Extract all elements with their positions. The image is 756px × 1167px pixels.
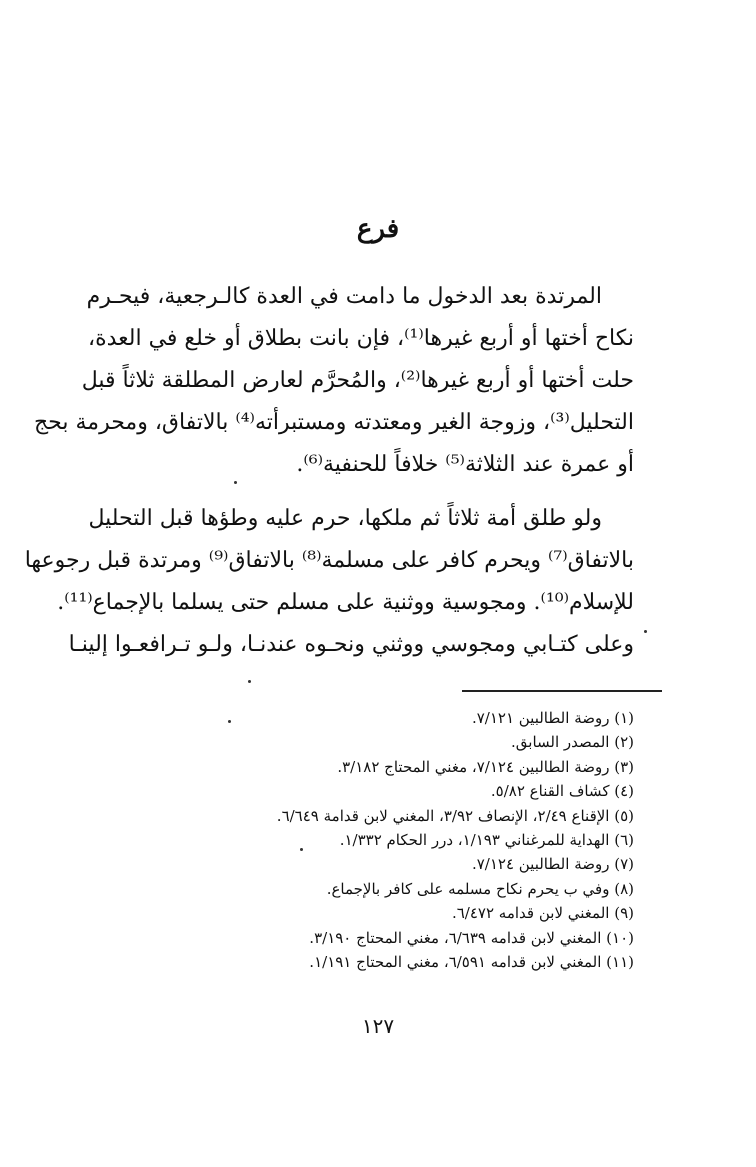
footnote: (٧) روضة الطالبين ٧/١٢٤. [471, 855, 634, 874]
paragraph-line: بالاتفاق⁽⁷⁾ ويحرم كافر على مسلمة⁽⁸⁾ بالاتفاق⁽⁹⁾ ومرتدة قبل رجوعها [24, 548, 634, 573]
footnote: (٦) الهداية للمرغناني ١/١٩٣، درر الحكام ١/٣٣٢. [339, 830, 634, 849]
footnote: (٤) كشاف القناع ٥/٨٢. [490, 782, 634, 801]
page-number: ١٢٧ [361, 1014, 395, 1038]
footnote: (٣) روضة الطالبين ٧/١٢٤، مغني المحتاج ٣/١٨٢. [337, 757, 634, 776]
footnote: (٥) الإقناع ٢/٤٩، الإنصاف ٣/٩٢، المغني لابن قدامة ٦/٦٤٩. [276, 806, 634, 825]
footnote: (١٠) المغني لابن قدامه ٦/٦٣٩، مغني المحتاج ٣/١٩٠. [309, 928, 634, 947]
paragraph-line: المرتدة بعد الدخول ما دامت في العدة كالـرجعية، فيحـرم [86, 284, 602, 309]
paragraph-line: حلت أختها أو أربع غيرها⁽²⁾، والمُحرَّم لعارض المطلقة ثلاثاً قبل [81, 368, 634, 393]
footnote: (٨) وفي ب يحرم نكاح مسلمه على كافر بالإجماع. [326, 879, 634, 898]
footnote: (٩) المغني لابن قدامه ٦/٤٧٢. [451, 904, 634, 923]
scan-speck [234, 481, 237, 484]
scan-speck [300, 848, 303, 851]
scan-speck [248, 680, 251, 683]
paragraph-1 [33, 276, 634, 486]
paragraph-line: وعلى كتـابي ومجوسي ووثني ونحـوه عندنـا، ولـو تـرافعـوا إلينـا [68, 632, 634, 657]
paragraph-2 [24, 498, 634, 666]
footnote: (١) روضة الطالبين ٧/١٢١. [471, 709, 634, 727]
footnote-separator [462, 690, 662, 692]
paragraph-line: ولو طلق أمة ثلاثاً ثم ملكها، حرم عليه وطؤها قبل التحليل [88, 506, 602, 531]
scan-speck [644, 630, 647, 633]
footnotes [114, 706, 634, 974]
paragraph-line: أو عمرة عند الثلاثة⁽⁵⁾ خلافاً للحنفية⁽⁶⁾. [296, 452, 634, 477]
footnote: (٢) المصدر السابق. [511, 733, 634, 752]
paragraph-line: نكاح أختها أو أربع غيرها⁽¹⁾، فإن بانت بطلاق أو خلع في العدة، [87, 326, 634, 351]
footnote: (١١) المغني لابن قدامه ٦/٥٩١، مغني المحتاج ١/١٩١. [309, 952, 634, 971]
scan-speck [228, 720, 231, 723]
paragraph-line: للإسلام⁽¹⁰⁾. ومجوسية ووثنية على مسلم حتى يسلما بالإجماع⁽¹¹⁾. [57, 590, 634, 615]
section-heading: فرع [356, 214, 400, 244]
paragraph-line: التحليل⁽³⁾، وزوجة الغير ومعتدته ومستبرأته⁽⁴⁾ بالاتفاق، ومحرمة بحج [33, 410, 634, 435]
